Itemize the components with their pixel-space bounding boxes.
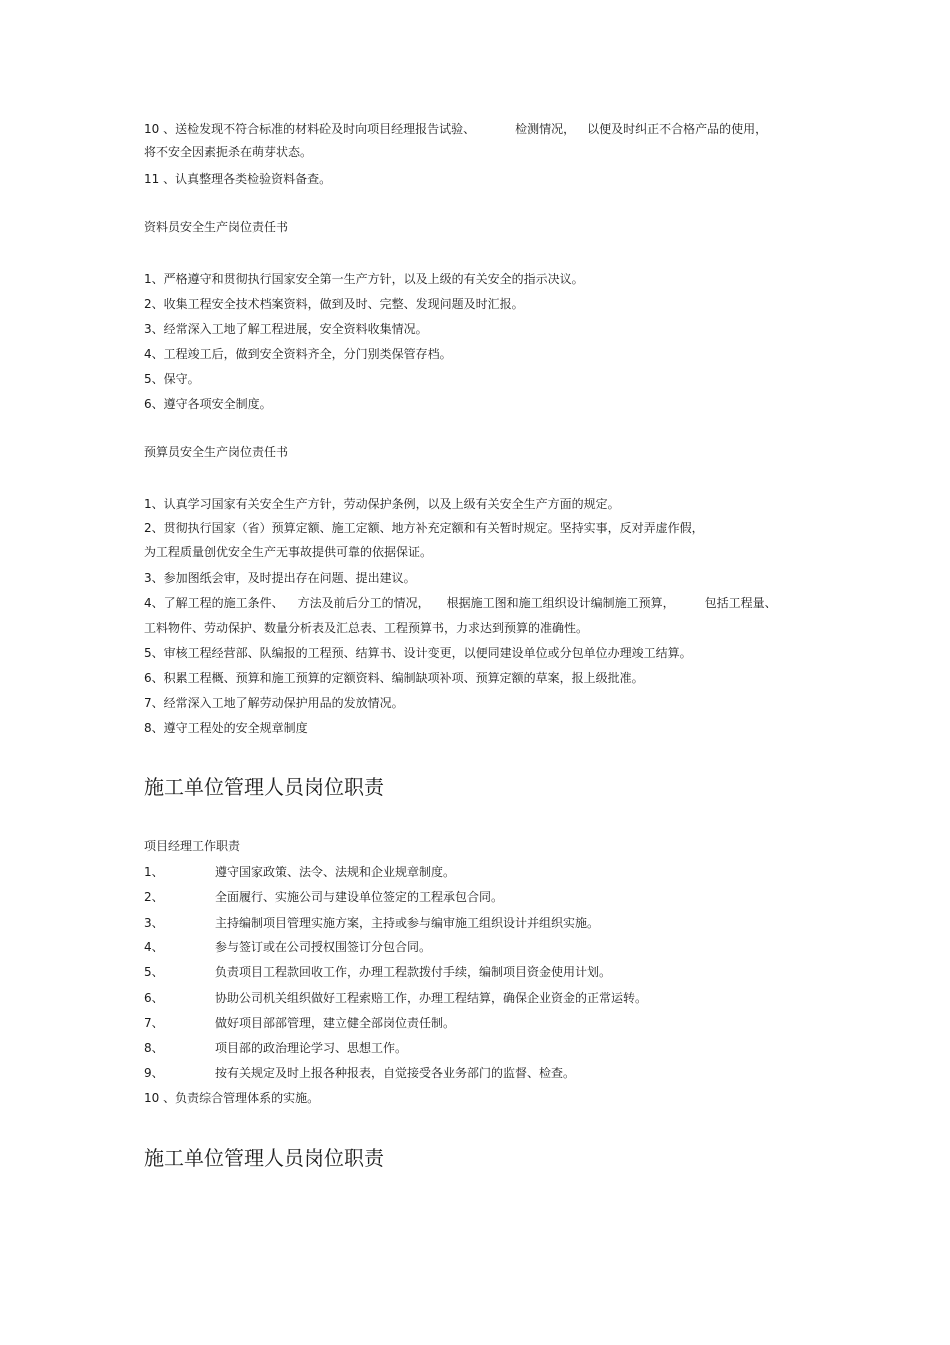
pm-item-7: [144, 1015, 455, 1031]
estimator-item-2: 2、贯彻执行国家（省）预算定额、施工定额、地方补充定额和有关暂时规定。坚持实事，反对弄虚作假，: [144, 521, 704, 535]
pm-item-1: [144, 864, 455, 880]
pm-item-10: 10 、负责综合管理体系的实施。: [144, 1091, 320, 1105]
pm-item-number: 8、: [144, 1041, 164, 1055]
estimator-item-7: 7、经常深入工地了解劳动保护用品的发放情况。: [144, 696, 404, 710]
item-10-part-b: 检测情况，: [515, 122, 576, 136]
pm-item-6: [144, 990, 647, 1006]
pm-item-number: 2、: [144, 890, 164, 904]
estimator-item-4-part-c: 根据施工图和施工组织设计编制施工预算，: [446, 596, 675, 610]
pm-item-text: 项目部的政治理论学习、思想工作。: [215, 1041, 408, 1055]
pm-item-text: 参与签订或在公司授权围签订分包合同。: [215, 940, 432, 954]
estimator-item-5: 5、审核工程经营部、队编报的工程预、结算书、设计变更，以便同建设单位或分包单位办理竣工结算。: [144, 646, 692, 660]
estimator-item-1: 1、认真学习国家有关安全生产方针，劳动保护条例，以及上级有关安全生产方面的规定。: [144, 497, 620, 511]
archivist-item-2: 2、收集工程安全技术档案资料，做到及时、完整、发现问题及时汇报。: [144, 297, 524, 311]
pm-item-text: 全面履行、实施公司与建设单位签定的工程承包合同。: [215, 890, 504, 904]
item-10-part-c: 以便及时纠正不合格产品的使用，: [587, 122, 768, 136]
pm-item-8: [144, 1040, 407, 1056]
pm-item-number: 3、: [144, 916, 164, 930]
section-heading-2: 施工单位管理人员岗位职责: [144, 1146, 384, 1170]
pm-item-number: 4、: [144, 940, 164, 954]
pm-item-text: 按有关规定及时上报各种报表，自觉接受各业务部门的监督、检查。: [215, 1066, 576, 1080]
estimator-section-title: 预算员安全生产岗位责任书: [144, 445, 289, 459]
pm-item-3: [144, 915, 599, 931]
item-10-continuation: 将不安全因素扼杀在萌芽状态。: [144, 145, 313, 159]
estimator-item-4-part-a: 4、了解工程的施工条件、: [144, 596, 284, 610]
pm-item-number: 9、: [144, 1066, 164, 1080]
estimator-item-4-part-d: 包括工程量、: [704, 596, 777, 610]
archivist-item-3: 3、经常深入工地了解工程进展，安全资料收集情况。: [144, 322, 428, 336]
pm-item-number: 1、: [144, 865, 164, 879]
archivist-item-5: 5、保守。: [144, 372, 200, 386]
archivist-item-6: 6、遵守各项安全制度。: [144, 397, 272, 411]
pm-item-2: [144, 889, 503, 905]
estimator-item-4-continuation: 工料物件、劳动保护、数量分析表及汇总表、工程预算书，力求达到预算的准确性。: [144, 621, 589, 635]
archivist-item-1: 1、严格遵守和贯彻执行国家安全第一生产方针，以及上级的有关安全的指示决议。: [144, 272, 584, 286]
pm-item-text: 协助公司机关组织做好工程索赔工作，办理工程结算，确保企业资金的正常运转。: [215, 991, 648, 1005]
pm-item-5: [144, 964, 611, 980]
archivist-section-title: 资料员安全生产岗位责任书: [144, 220, 289, 234]
pm-item-text: 主持编制项目管理实施方案，主持或参与编审施工组织设计并组织实施。: [215, 916, 600, 930]
estimator-item-6: 6、积累工程概、预算和施工预算的定额资料、编制缺项补项、预算定额的草案，报上级批准。: [144, 671, 644, 685]
estimator-item-4-part-b: 方法及前后分工的情况，: [297, 596, 430, 610]
estimator-item-2-continuation: 为工程质量创优安全生产无事故提供可靠的依据保证。: [144, 545, 433, 559]
pm-item-text: 负责项目工程款回收工作，办理工程款拨付手续，编制项目资金使用计划。: [215, 965, 612, 979]
item-10-line: [144, 121, 767, 137]
section-heading-1: 施工单位管理人员岗位职责: [144, 775, 384, 799]
item-10-part-a: 10 、送检发现不符合标准的材料砼及时向项目经理报告试验、: [144, 122, 476, 136]
pm-section-title: 项目经理工作职责: [144, 839, 241, 853]
estimator-item-8: 8、遵守工程处的安全规章制度: [144, 721, 308, 735]
item-11: 11 、认真整理各类检验资料备查。: [144, 172, 332, 186]
pm-item-9: [144, 1065, 575, 1081]
pm-item-text: 遵守国家政策、法令、法规和企业规章制度。: [215, 865, 456, 879]
pm-item-4: [144, 939, 431, 955]
pm-item-text: 做好项目部部管理，建立健全部岗位责任制。: [215, 1016, 456, 1030]
pm-item-number: 5、: [144, 965, 164, 979]
estimator-item-4-line: [144, 595, 777, 611]
pm-item-number: 6、: [144, 991, 164, 1005]
archivist-item-4: 4、工程竣工后，做到安全资料齐全，分门别类保管存档。: [144, 347, 452, 361]
estimator-item-3: 3、参加图纸会审，及时提出存在问题、提出建议。: [144, 571, 416, 585]
pm-item-number: 7、: [144, 1016, 164, 1030]
